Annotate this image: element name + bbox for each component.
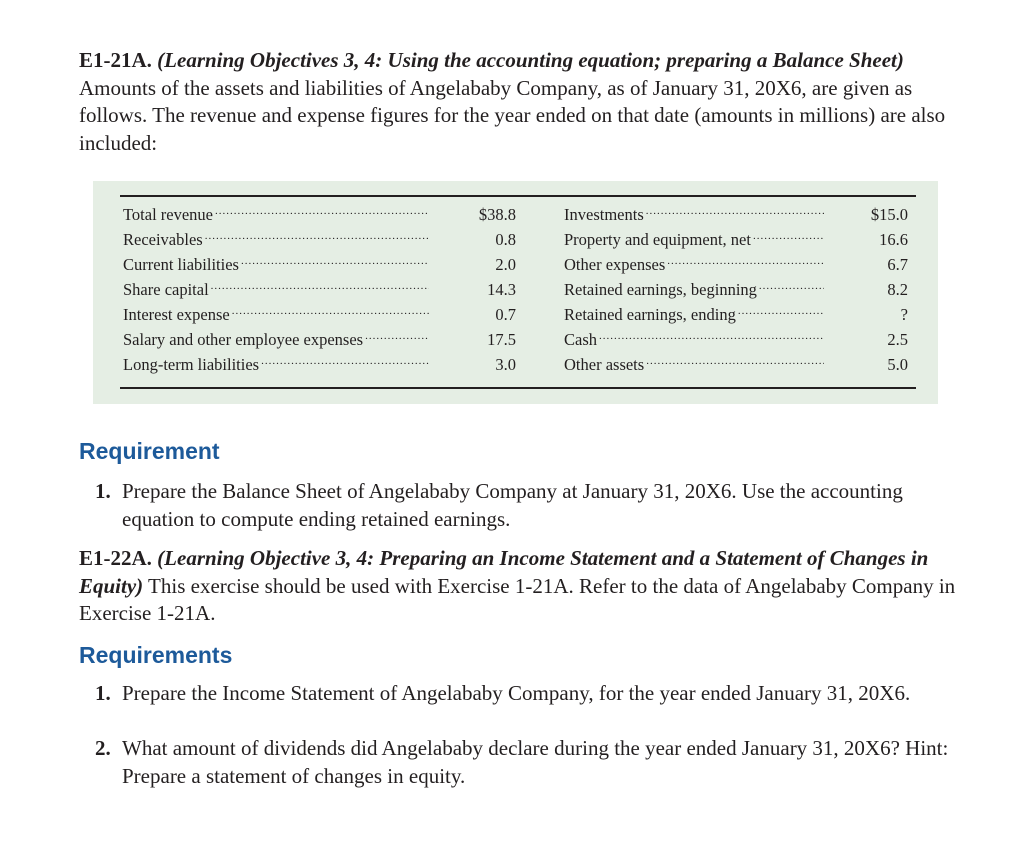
exercise-number: E1-21A. — [79, 48, 152, 72]
row-label: Total revenue — [123, 205, 214, 224]
row-label: Long-term liabilities — [123, 355, 260, 374]
table-row — [564, 280, 908, 305]
table-row — [123, 305, 516, 330]
requirement-number: 1. — [95, 681, 111, 705]
requirement-number: 1. — [95, 479, 111, 503]
table-row — [123, 255, 516, 280]
row-label: Property and equipment, net — [564, 230, 751, 249]
row-label: Receivables — [123, 230, 203, 249]
table-row — [564, 205, 908, 230]
exercise-body: Amounts of the assets and liabilities of Angelababy Company, as of January 31, 20X6, are given as follows. The revenue and expense figures for the year ended on that date (amounts in millions) are also included: — [79, 75, 946, 155]
row-value: 0.8 — [495, 230, 516, 249]
table-left-column — [123, 205, 516, 380]
exercise-body: This exercise should be used with Exercise 1-21A. Refer to the data of Angelababy Company in Exercise 1-21A. — [79, 573, 956, 625]
requirement-item — [95, 680, 955, 708]
requirements-heading: Requirements — [79, 642, 233, 668]
exercise-title: (Learning Objective 3, 4: Preparing an Income Statement and a Statement of Changes in Equity) — [79, 546, 929, 598]
row-label: Investments — [564, 205, 644, 224]
table-top-rule — [120, 195, 916, 197]
row-label: Other expenses — [564, 255, 666, 274]
table-bottom-rule — [120, 387, 916, 389]
row-value: 2.0 — [495, 255, 516, 274]
row-label: Interest expense — [123, 305, 230, 324]
table-right-column — [564, 205, 908, 380]
table-row — [564, 330, 908, 355]
exercise-e1-21a — [79, 47, 959, 157]
row-label: Salary and other employee expenses — [123, 330, 364, 349]
requirement-item — [95, 735, 955, 790]
row-value: 0.7 — [495, 305, 516, 324]
row-value: 3.0 — [495, 355, 516, 374]
table-row — [123, 280, 516, 305]
table-row — [564, 255, 908, 280]
table-row — [564, 355, 908, 380]
row-label: Retained earnings, beginning — [564, 280, 757, 299]
requirement-item — [95, 478, 955, 533]
table-row — [564, 230, 908, 255]
exercise-number: E1-22A. — [79, 546, 152, 570]
table-row — [123, 205, 516, 230]
row-value: 2.5 — [887, 330, 908, 349]
requirement-text: What amount of dividends did Angelababy declare during the year ended January 31, 20X6? Hint: Prepare a statement of changes in equity. — [122, 736, 949, 788]
table-row — [564, 305, 908, 330]
table-row — [123, 330, 516, 355]
row-value: 5.0 — [887, 355, 908, 374]
row-label: Cash — [564, 330, 597, 349]
row-value: $15.0 — [870, 205, 908, 224]
exercise-e1-22a — [79, 545, 959, 628]
row-value: $38.8 — [478, 205, 516, 224]
row-value: 14.3 — [487, 280, 516, 299]
row-value: 16.6 — [879, 230, 908, 249]
data-table — [93, 181, 938, 404]
row-label: Other assets — [564, 355, 645, 374]
row-value: 8.2 — [887, 280, 908, 299]
requirement-heading: Requirement — [79, 438, 220, 464]
row-label: Retained earnings, ending — [564, 305, 736, 324]
requirement-text: Prepare the Balance Sheet of Angelababy Company at January 31, 20X6. Use the accounting equation to compute ending retained earnings. — [122, 479, 903, 531]
row-value: 6.7 — [887, 255, 908, 274]
table-row — [123, 230, 516, 255]
row-label: Current liabilities — [123, 255, 239, 274]
table-row — [123, 355, 516, 380]
row-value: 17.5 — [487, 330, 516, 349]
exercise-title: (Learning Objectives 3, 4: Using the accounting equation; preparing a Balance Sheet) — [157, 48, 904, 72]
requirement-number: 2. — [95, 736, 111, 760]
row-value: ? — [900, 305, 908, 324]
row-label: Share capital — [123, 280, 209, 299]
requirement-text: Prepare the Income Statement of Angelababy Company, for the year ended January 31, 20X6. — [122, 681, 911, 705]
